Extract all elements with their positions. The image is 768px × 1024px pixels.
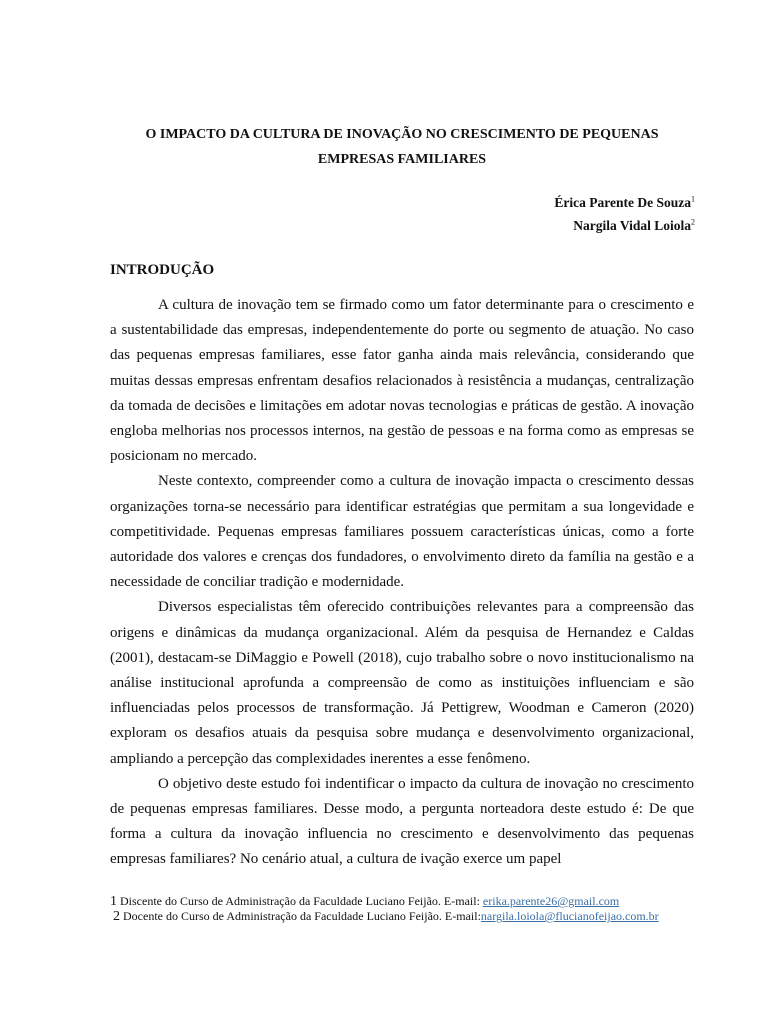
footnote-number: 2 bbox=[113, 909, 120, 924]
paragraph: O objetivo deste estudo foi indentificar o impacto da cultura de inovação no crescimento de pequenas empresas familiares. Desse modo, a pergunta norteadora deste estudo é: De que forma a cultura da inovação influencia no crescimento e desenvolvimento das pequenas empresas familiares? No cenário atual, a cultura de ivação exerce um papel bbox=[110, 775, 694, 868]
email-link[interactable]: erika.parente26@gmail.com bbox=[482, 894, 620, 908]
body-text bbox=[110, 293, 694, 873]
paragraph: Neste contexto, compreender como a cultura de inovação impacta o crescimento dessas organizações torna-se necessário para identificar estratégias que permitam a sua longevidade e competitividade. Pequenas empresas familiares possuem características únicas, como a forte autoridade dos valores e crenças dos fundadores, o envolvimento direto da família na gestão e a necessidade de conciliar tradição e modernidade. bbox=[110, 473, 694, 591]
footnote-mark[interactable]: 2 bbox=[691, 217, 695, 227]
paragraph: A cultura de inovação tem se firmado como um fator determinante para o crescimento e a sustentabilidade das empresas, independentemente do porte ou segmento de atuação. No caso das pequenas empresas familiares, esse fator ganha ainda mais relevância, considerando que muitas dessas empresas enfrentam desafios relacionados à resistência a mudanças, centralização da tomada de decisões e limitações em adotar novas tecnologias e práticas de gestão. A inovação engloba melhorias nos processos internos, na gestão de pessoas e na forma como as empresas se posicionam no mercado. bbox=[110, 297, 694, 465]
author-1 bbox=[554, 191, 695, 214]
author-list bbox=[554, 191, 695, 237]
footnote-2 bbox=[110, 909, 694, 924]
footnotes bbox=[110, 894, 694, 924]
author-2 bbox=[554, 214, 695, 237]
title-line-2: EMPRESAS FAMILIARES bbox=[317, 152, 487, 167]
footnote-mark[interactable]: 1 bbox=[691, 194, 695, 204]
footnote-text: Docente do Curso de Administração da Faculdade Luciano Feijão. E-mail: bbox=[120, 909, 481, 923]
footnote-text: Discente do Curso de Administração da Faculdade Luciano Feijão. E-mail: bbox=[117, 894, 483, 908]
footnote-1 bbox=[110, 894, 694, 909]
author-name: Érica Parente De Souza bbox=[554, 195, 691, 210]
paragraph: Diversos especialistas têm oferecido contribuições relevantes para a compreensão das origens e dinâmicas da mudança organizacional. Além da pesquisa de Hernandez e Caldas (2001), destacam-se DiMaggio e Powell (2018), cujo trabalho sobre o novo institucionalismo na análise institucional aprofunda a compreensão de como as instituições influenciam e são influenciadas pelos processos de transformação. Já Pettigrew, Woodman e Cameron (2020) exploram os desafios atuais da pesquisa sobre mudança e desenvolvimento organizacional, ampliando a percepção das complexidades inerentes a esse fenômeno. bbox=[110, 599, 694, 767]
author-name: Nargila Vidal Loiola bbox=[573, 218, 691, 233]
section-heading: INTRODUÇÃO bbox=[110, 262, 215, 278]
email-link[interactable]: nargila.loiola@flucianofeijao.com.br bbox=[480, 909, 659, 923]
document-title bbox=[110, 122, 694, 172]
footnote-number: 1 bbox=[110, 894, 117, 909]
title-line-1: O IMPACTO DA CULTURA DE INOVAÇÃO NO CRESCIMENTO DE PEQUENAS bbox=[145, 127, 659, 142]
